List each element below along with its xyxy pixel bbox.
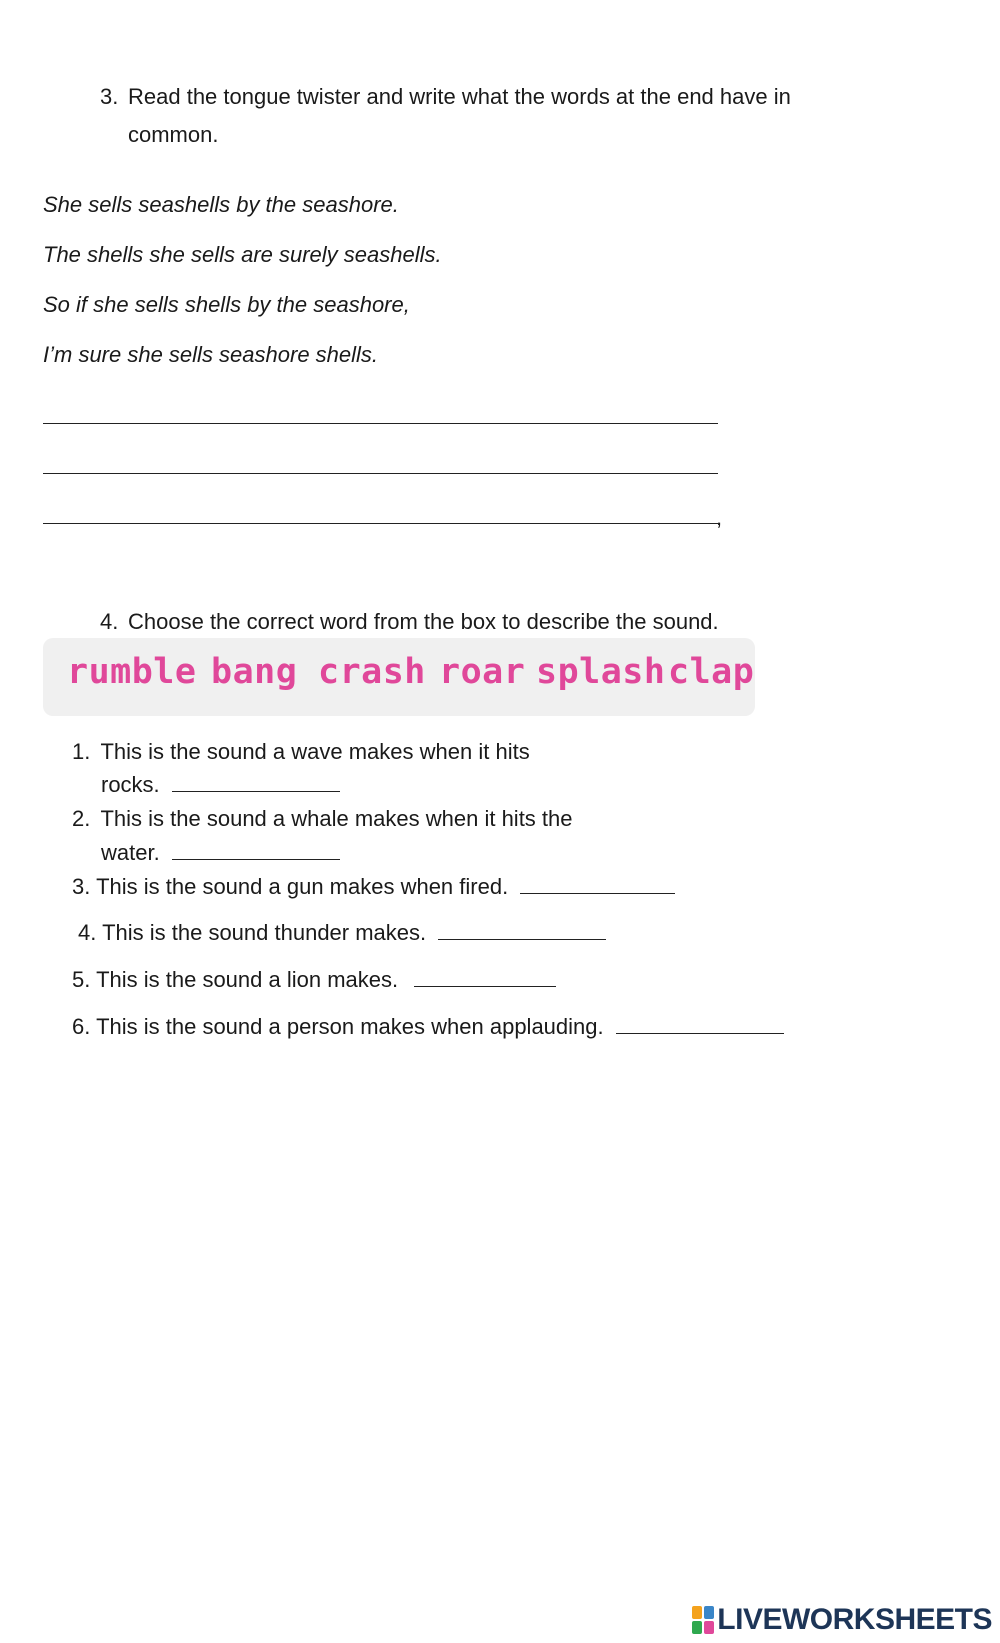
word-bang[interactable]: bang: [211, 652, 298, 692]
list-item-1-cont: [101, 768, 340, 802]
list-item-1: [72, 735, 692, 769]
word-roar[interactable]: roar: [439, 652, 526, 692]
item-2-text: This is the sound a whale makes when it hits the: [100, 806, 573, 831]
item-4-text: This is the sound thunder makes.: [102, 920, 427, 945]
list-item-2-cont: [101, 836, 340, 870]
item-5-number: 5.: [72, 967, 91, 992]
answer-line-comma: ,: [716, 505, 723, 530]
item-3-text: This is the sound a gun makes when fired.: [96, 874, 509, 899]
question-4: [100, 603, 900, 641]
item-1-text-cont: rocks.: [101, 772, 160, 797]
poem-line-4: I’m sure she sells seashore shells.: [43, 342, 379, 367]
list-item-4: [78, 916, 798, 950]
item-5-blank[interactable]: [414, 968, 556, 987]
word-splash[interactable]: splash: [536, 652, 666, 692]
list-item-3: [72, 870, 792, 904]
question-3-number: 3.: [100, 84, 119, 109]
item-4-number: 4.: [78, 920, 97, 945]
answer-line-2[interactable]: [43, 473, 718, 474]
list-item-2: [72, 802, 692, 836]
word-box: [43, 638, 755, 716]
poem-line-3: So if she sells shells by the seashore,: [43, 292, 410, 317]
question-3-text: Read the tongue twister and write what the words at the end have in common.: [128, 84, 791, 147]
liveworksheets-icon: [692, 1606, 714, 1634]
list-item-6: [72, 1010, 972, 1044]
liveworksheets-logo: [692, 1603, 992, 1637]
item-1-number: 1.: [72, 739, 91, 764]
item-2-number: 2.: [72, 806, 91, 831]
item-5-text: This is the sound a lion makes.: [96, 967, 399, 992]
item-4-blank[interactable]: [438, 921, 606, 940]
question-3: [100, 78, 900, 158]
item-6-number: 6.: [72, 1014, 91, 1039]
item-1-blank[interactable]: [172, 773, 340, 792]
poem-line-2: The shells she sells are surely seashells.: [43, 242, 442, 267]
item-2-blank[interactable]: [172, 841, 340, 860]
answer-line-1[interactable]: [43, 423, 718, 424]
item-3-number: 3.: [72, 874, 91, 899]
word-rumble[interactable]: rumble: [67, 652, 197, 692]
poem-line-1: She sells seashells by the seashore.: [43, 192, 399, 217]
question-4-text: Choose the correct word from the box to describe the sound.: [128, 609, 719, 634]
item-2-text-cont: water.: [101, 840, 160, 865]
word-clap[interactable]: clap: [668, 652, 755, 692]
word-crash[interactable]: crash: [318, 652, 426, 692]
item-1-text: This is the sound a wave makes when it hits: [100, 739, 530, 764]
logo-text: LIVEWORKSHEETS: [717, 1603, 992, 1636]
item-6-blank[interactable]: [616, 1015, 784, 1034]
item-3-blank[interactable]: [520, 875, 675, 894]
question-4-number: 4.: [100, 609, 119, 634]
item-6-text: This is the sound a person makes when applauding.: [96, 1014, 604, 1039]
answer-line-3[interactable]: [43, 523, 718, 524]
list-item-5: [72, 963, 792, 997]
